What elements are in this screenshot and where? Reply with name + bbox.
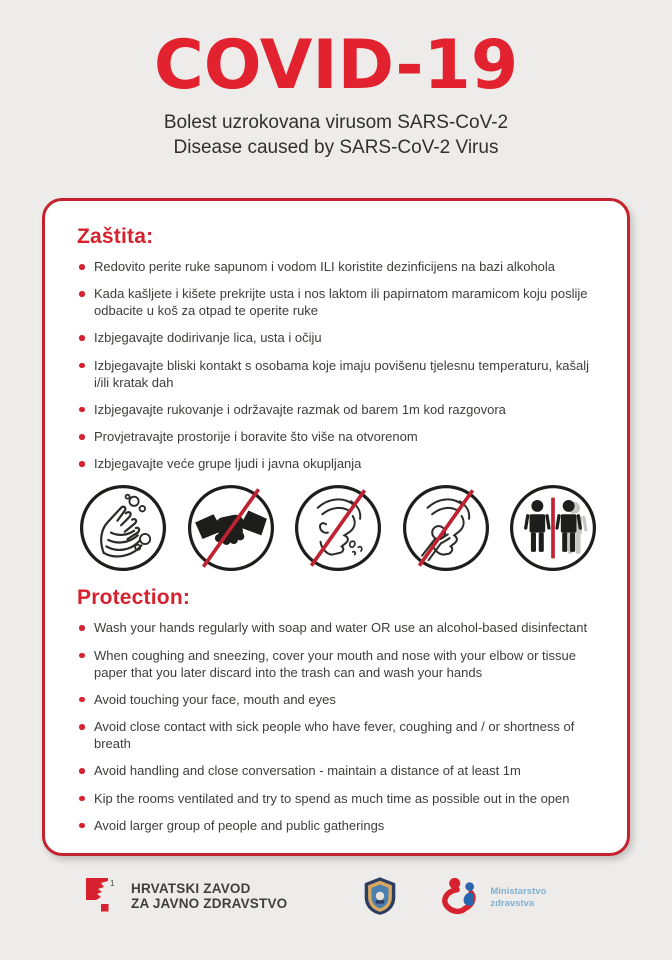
footer-logos	[42, 866, 630, 930]
bullet-item: Avoid close contact with sick people who have fever, coughing and / or shortness of breath	[77, 718, 601, 752]
poster-title: COVID-19	[153, 26, 519, 105]
no-handshake-icon	[185, 482, 277, 574]
bullet-item: Redovito perite ruke sapunom i vodom ILI koristite dezinficijens na bazi alkohola	[77, 258, 601, 275]
section-heading-protection: Protection:	[77, 586, 191, 610]
no-open-coughing-icon	[292, 482, 384, 574]
content-card	[42, 198, 630, 856]
ministry-line1: Ministarstvo	[490, 886, 547, 898]
poster-header	[0, 0, 672, 160]
ministry-of-health-logo	[439, 876, 546, 921]
bullet-item: Kip the rooms ventilated and try to spend as much time as possible out in the open	[77, 790, 601, 807]
hzjz-logo	[86, 878, 287, 919]
subtitle-croatian: Bolest uzrokovana virusom SARS-CoV-2	[163, 112, 509, 133]
bullet-item: Izbjegavajte rukovanje i održavajte razmak od barem 1m kod razgovora	[77, 401, 601, 418]
bullet-item: Avoid handling and close conversation - maintain a distance of at least 1m	[77, 762, 601, 779]
bullet-item: Avoid larger group of people and public gatherings	[77, 817, 601, 834]
bullet-item: Avoid touching your face, mouth and eyes	[77, 691, 601, 708]
bullet-item: Provjetravajte prostorije i boravite što više na otvorenom	[77, 428, 601, 445]
hzjz-line2: ZA JAVNO ZDRAVSTVO	[131, 896, 288, 912]
hzjz-line1: HRVATSKI ZAVOD	[131, 880, 251, 896]
keep-distance-icon	[507, 482, 599, 574]
subtitle-english: Disease caused by SARS-CoV-2 Virus	[173, 137, 499, 159]
no-face-touching-icon	[400, 482, 492, 574]
ministry-heart-icon	[439, 876, 483, 921]
hzjz-logo-text	[131, 878, 287, 913]
civil-protection-badge-icon	[363, 876, 397, 921]
bullet-item: Kada kašljete i kišete prekrijte usta i nos laktom ili papirnatom maramicom koju poslije odbacite u koš za otpad te operite ruke	[77, 285, 601, 319]
hzjz-logo-mark-icon	[86, 878, 122, 919]
bullet-item: Izbjegavajte veće grupe ljudi i javna okupljanja	[77, 455, 601, 472]
wash-hands-icon	[77, 482, 169, 574]
ministry-logo-text	[490, 886, 546, 910]
svg-text:1: 1	[110, 878, 115, 888]
bullet-item: Izbjegavajte bliski kontakt s osobama koje imaju povišenu tjelesnu temperaturu, kašalj i/ili kratak dah	[77, 357, 601, 391]
bullet-item: When coughing and sneezing, cover your mouth and nose with your elbow or tissue paper that you later discard into the trash can and wash your hands	[77, 647, 601, 681]
ministry-line2: zdravstva	[490, 898, 535, 909]
bullet-list-english	[77, 619, 601, 833]
bullet-item: Izbjegavajte dodirivanje lica, usta i očiju	[77, 329, 601, 346]
section-heading-zastita: Zaštita:	[77, 225, 154, 248]
bullet-item: Wash your hands regularly with soap and water OR use an alcohol-based disinfectant	[77, 619, 601, 636]
bullet-list-croatian	[77, 258, 601, 472]
pictogram-row	[77, 482, 599, 574]
